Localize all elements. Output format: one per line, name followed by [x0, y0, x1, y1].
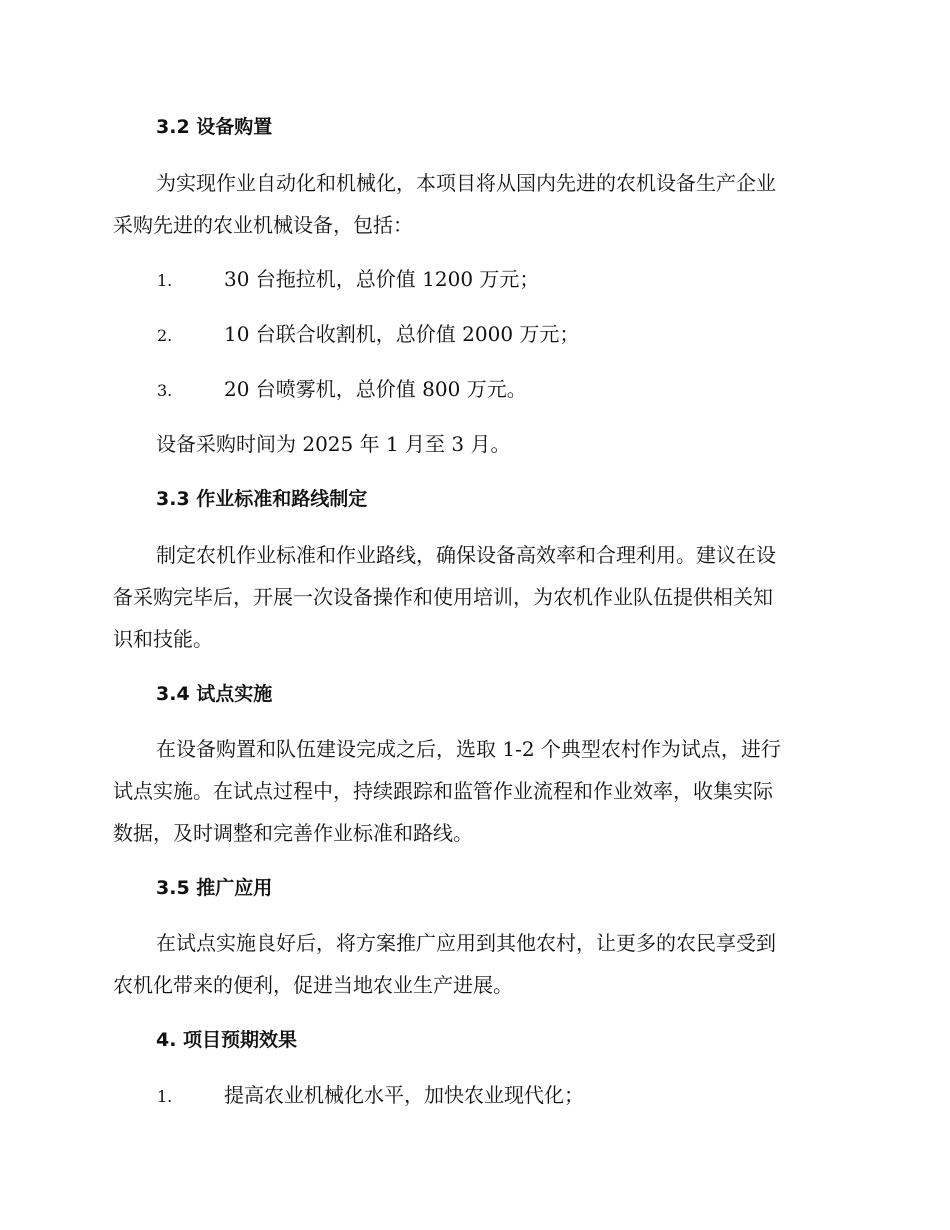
paragraph-line: 农机化带来的便利，促进当地农业生产进展。 — [113, 973, 513, 997]
list-number: 3. — [157, 381, 173, 400]
paragraph-line: 识和技能。 — [113, 627, 213, 651]
section-heading-3-3: 3.3 作业标准和路线制定 — [156, 488, 368, 510]
list-item: 30 台拖拉机，总价值 1200 万元； — [224, 267, 540, 291]
paragraph-line: 在试点实施良好后，将方案推广应用到其他农村，让更多的农民享受到 — [156, 931, 776, 955]
section-heading-3-2: 3.2 设备购置 — [156, 116, 273, 138]
paragraph-line: 在设备购置和队伍建设完成之后，选取 1-2 个典型农村作为试点，进行 — [156, 737, 781, 761]
paragraph-line: 试点实施。在试点过程中，持续跟踪和监管作业流程和作业效率，收集实际 — [113, 779, 773, 803]
paragraph-line: 为实现作业自动化和机械化，本项目将从国内先进的农机设备生产企业 — [156, 171, 776, 195]
section-heading-3-5: 3.5 推广应用 — [156, 877, 273, 899]
section-heading-4: 4. 项目预期效果 — [156, 1029, 298, 1051]
paragraph-line: 设备采购时间为 2025 年 1 月至 3 月。 — [156, 432, 511, 456]
list-item: 提高农业机械化水平，加快农业现代化； — [224, 1083, 584, 1107]
paragraph-line: 制定农机作业标准和作业路线，确保设备高效率和合理利用。建议在设 — [156, 543, 776, 567]
paragraph-line: 采购先进的农业机械设备，包括： — [113, 213, 413, 237]
section-heading-3-4: 3.4 试点实施 — [156, 683, 273, 705]
paragraph-line: 备采购完毕后，开展一次设备操作和使用培训，为农机作业队伍提供相关知 — [113, 585, 773, 609]
paragraph-line: 数据，及时调整和完善作业标准和路线。 — [113, 821, 473, 845]
list-number: 1. — [157, 271, 173, 290]
list-item: 20 台喷雾机，总价值 800 万元。 — [224, 377, 527, 401]
list-item: 10 台联合收割机，总价值 2000 万元； — [224, 322, 580, 346]
list-number: 2. — [157, 326, 173, 345]
list-number: 1. — [157, 1087, 173, 1106]
